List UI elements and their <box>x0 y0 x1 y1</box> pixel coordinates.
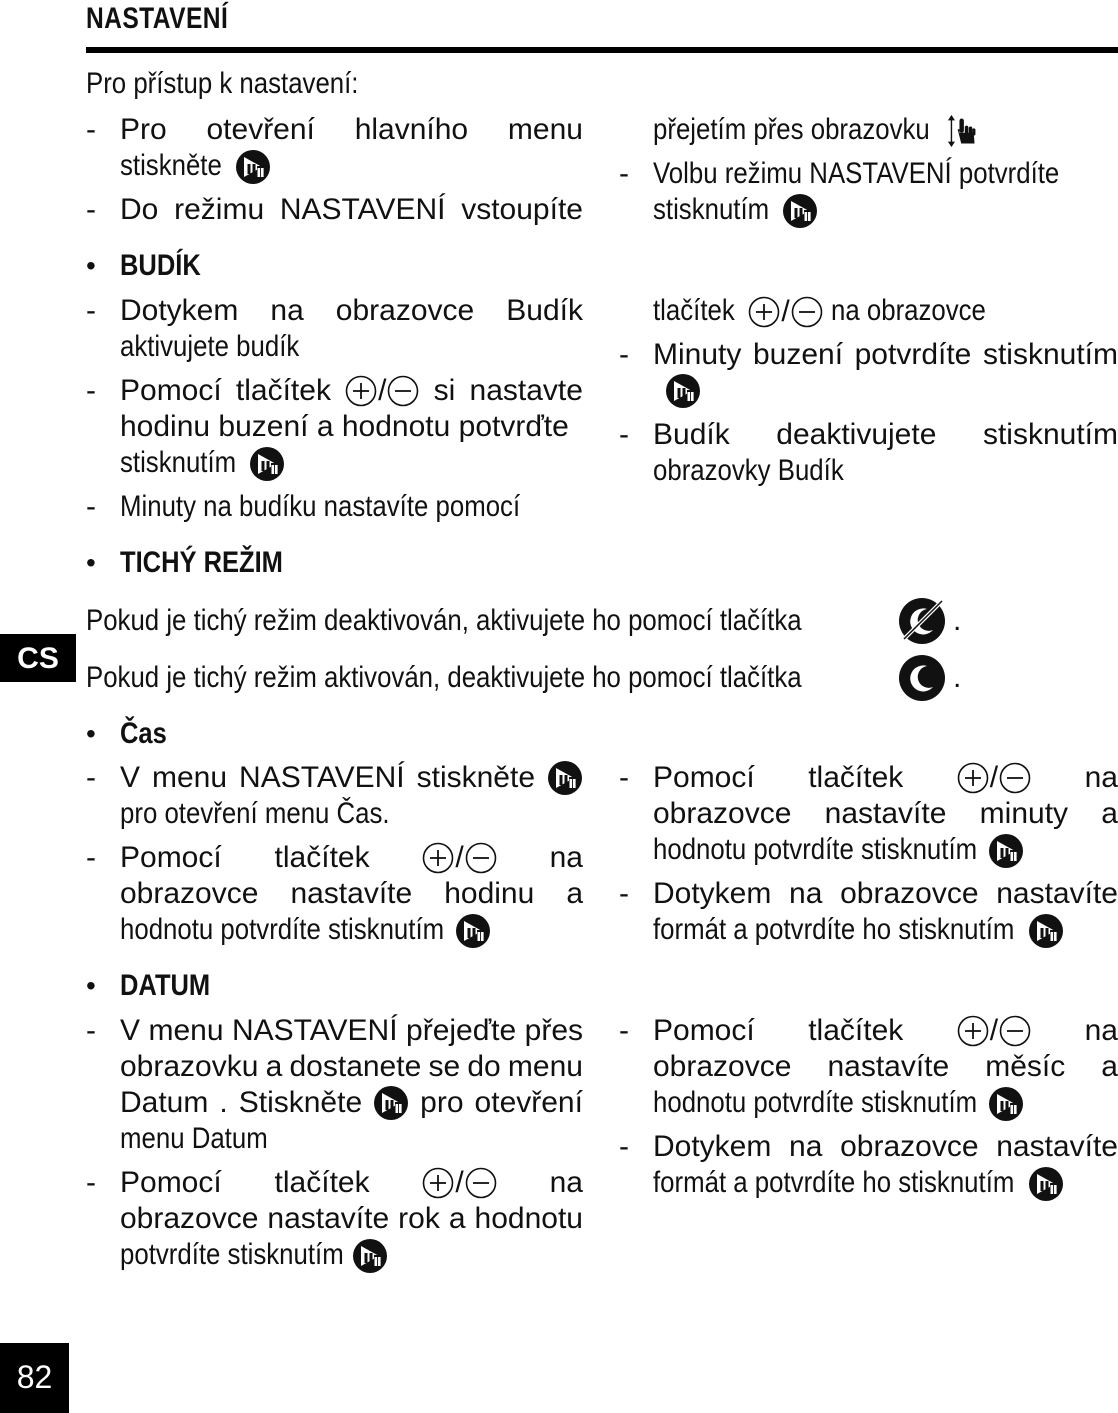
budik-item-set-hour-line3: stisknutím <box>120 445 285 481</box>
budik-item-deactivate: Budík deaktivujete stisknutím <box>653 418 1118 451</box>
cas-item-minutes-line3: hodnotu potvrdíte stisknutím <box>653 832 1024 868</box>
datum-item-open: V menu NASTAVENÍ přejeďte přes <box>120 1014 583 1047</box>
bullet: • <box>86 970 96 1001</box>
dash: - <box>86 113 96 146</box>
dash: - <box>86 490 96 523</box>
dash: - <box>619 338 629 371</box>
plus-icon <box>422 842 454 874</box>
datum-item-format: Dotykem na obrazovce nastavíte <box>653 1130 1118 1163</box>
plus-icon <box>748 296 780 328</box>
dash: - <box>86 374 96 407</box>
cas-item-hour: Pomocí tlačítek / na <box>120 841 583 874</box>
minus-icon <box>465 842 497 874</box>
access-item-open-menu: Pro otevření hlavního menu <box>120 113 583 146</box>
access-item-enter-settings-cont: přejetím přes obrazovku <box>653 112 979 148</box>
minus-icon <box>999 1015 1031 1047</box>
cas-item-open: V menu NASTAVENÍ stiskněte <box>120 760 583 796</box>
plus-icon <box>957 1015 989 1047</box>
datum-item-open-line3: Datum . Stiskněte pro otevření <box>120 1086 583 1119</box>
budik-item-set-hour: Pomocí tlačítek / si nastavte <box>120 374 583 407</box>
plus-minus-buttons: / <box>957 1013 1031 1049</box>
access-item-enter-settings: Do režimu NASTAVENÍ vstoupíte <box>120 193 583 226</box>
tichy-line-activate: Pokud je tichý režim deaktivován, aktivujete ho pomocí tlačítka <box>86 604 802 637</box>
dash: - <box>86 841 96 874</box>
cas-item-hour-line3: hodnotu potvrdíte stisknutím <box>120 912 491 948</box>
confirm-button-icon <box>988 833 1024 869</box>
confirm-button-icon <box>352 1238 388 1274</box>
confirm-button-icon <box>782 193 818 229</box>
access-item-confirm-line1: Volbu režimu NASTAVENÍ potvrdíte <box>653 157 1060 190</box>
cas-item-open-line2: pro otevření menu Čas. <box>120 797 390 830</box>
silent-mode-off-icon <box>898 597 946 650</box>
datum-item-month: Pomocí tlačítek / na <box>653 1014 1118 1047</box>
confirm-button-icon <box>249 446 285 482</box>
confirm-button-icon <box>373 1085 409 1121</box>
budik-item-confirm-minutes: Minuty buzení potvrdíte stisknutím <box>653 338 1118 371</box>
confirm-button-icon <box>665 373 701 414</box>
budik-item-activate-line2: aktivujete budík <box>120 330 300 363</box>
dash: - <box>86 761 96 794</box>
bullet: • <box>86 547 96 578</box>
plus-icon <box>957 762 989 794</box>
bullet: • <box>86 718 96 749</box>
plus-minus-buttons: / <box>748 294 822 330</box>
datum-item-year-line2: obrazovce nastavíte rok a hodnotu <box>120 1202 583 1235</box>
section-title-tichy-rezim: TICHÝ REŽIM <box>120 546 283 579</box>
tichy-line-deactivate: Pokud je tichý režim aktivován, deaktivujete ho pomocí tlačítka <box>86 661 802 694</box>
dash: - <box>619 418 629 451</box>
datum-item-year-line3: potvrdíte stisknutím <box>120 1237 388 1273</box>
plus-icon <box>422 1167 454 1199</box>
cas-item-format: Dotykem na obrazovce nastavíte <box>653 877 1118 910</box>
cas-item-hour-line2: obrazovce nastavíte hodinu a <box>120 877 583 910</box>
access-heading: Pro přístup k nastavení: <box>86 67 359 100</box>
swipe-icon <box>947 112 979 150</box>
dash: - <box>86 1166 96 1199</box>
plus-minus-buttons: / <box>345 373 419 409</box>
datum-item-open-line2: obrazovku a dostanete se do menu <box>120 1050 583 1083</box>
section-title-datum: DATUM <box>120 969 211 1002</box>
bullet: • <box>86 250 96 281</box>
confirm-button-icon <box>455 913 491 949</box>
minus-icon <box>999 762 1031 794</box>
tichy-line-deactivate-dot: . <box>953 661 962 694</box>
dash: - <box>86 1014 96 1047</box>
datum-item-month-line2: obrazovce nastavíte měsíc a <box>653 1050 1118 1083</box>
budik-item-set-minutes-cont: tlačítek / na obrazovce <box>653 294 986 329</box>
minus-icon <box>387 375 419 407</box>
plus-minus-buttons: / <box>422 1165 496 1201</box>
confirm-button-icon <box>988 1086 1024 1122</box>
confirm-button-icon <box>235 149 271 185</box>
section-title-budik: BUDÍK <box>120 249 201 282</box>
dash: - <box>619 1014 629 1047</box>
minus-icon <box>791 296 823 328</box>
title-rule <box>86 47 1118 53</box>
cas-item-minutes-line2: obrazovce nastavíte minuty a <box>653 797 1118 830</box>
silent-mode-on-icon <box>898 654 946 707</box>
dash: - <box>86 193 96 226</box>
budik-item-set-hour-line2: hodinu buzení a hodnotu potvrďte <box>120 410 569 443</box>
section-title-cas: Čas <box>120 717 167 750</box>
access-item-open-menu-line2: stiskněte <box>120 148 271 184</box>
dash: - <box>619 1130 629 1163</box>
confirm-button-icon <box>547 760 583 796</box>
datum-item-year: Pomocí tlačítek / na <box>120 1166 583 1199</box>
confirm-button-icon <box>1028 1166 1064 1202</box>
plus-minus-buttons: / <box>422 840 496 876</box>
budik-item-deactivate-line2: obrazovky Budík <box>653 454 844 487</box>
dash: - <box>619 877 629 910</box>
minus-icon <box>465 1167 497 1199</box>
dash: - <box>86 294 96 327</box>
cas-item-format-line2: formát a potvrdíte ho stisknutím <box>653 912 1064 948</box>
language-tab: CS <box>0 634 76 682</box>
confirm-button-icon <box>1028 913 1064 949</box>
datum-item-format-line2: formát a potvrdíte ho stisknutím <box>653 1165 1064 1201</box>
plus-icon <box>345 375 377 407</box>
tichy-line-activate-dot: . <box>953 604 962 637</box>
datum-item-open-line4: menu Datum <box>120 1122 268 1155</box>
datum-item-month-line3: hodnotu potvrdíte stisknutím <box>653 1085 1024 1121</box>
cas-item-minutes: Pomocí tlačítek / na <box>653 761 1118 794</box>
access-item-confirm-line2: stisknutím <box>653 192 818 228</box>
page-number: 82 <box>0 1343 69 1413</box>
dash: - <box>619 761 629 794</box>
dash: - <box>619 157 629 190</box>
budik-item-activate: Dotykem na obrazovce Budík <box>120 294 583 327</box>
plus-minus-buttons: / <box>957 760 1031 796</box>
page-title: NASTAVENÍ <box>86 2 229 35</box>
budik-item-set-minutes: Minuty na budíku nastavíte pomocí <box>120 490 521 523</box>
